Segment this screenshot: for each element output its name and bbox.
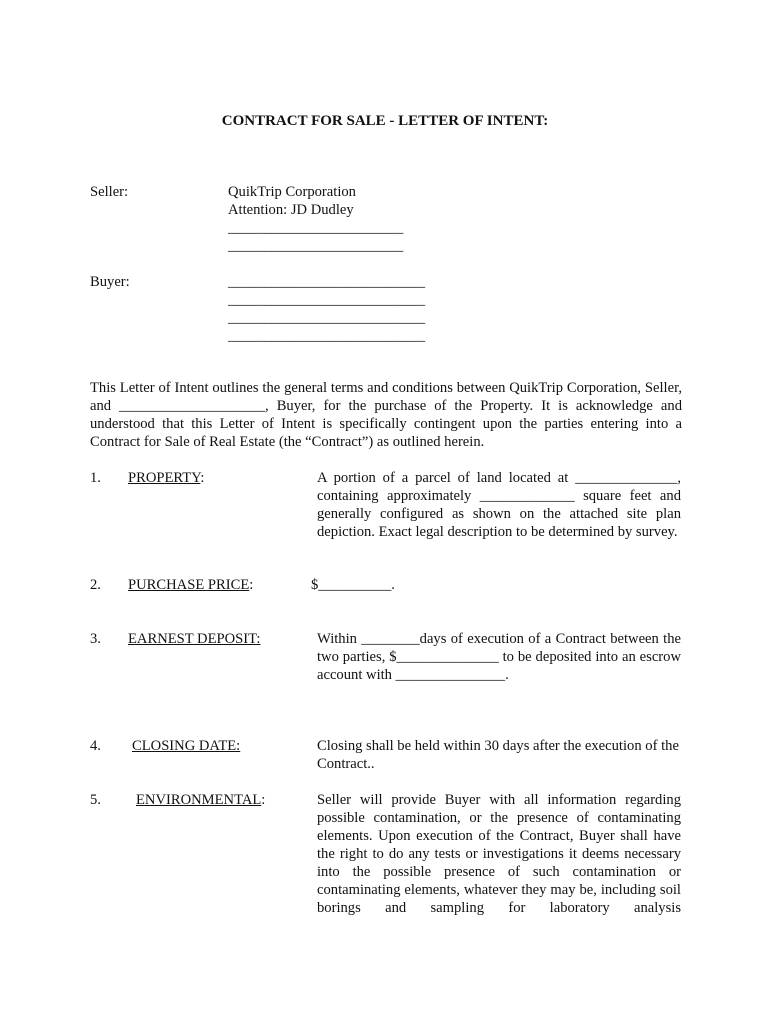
section-3-heading xyxy=(128,630,260,648)
section-1-number: 1. xyxy=(90,470,101,486)
buyer-blank-line-2: ___________________________ xyxy=(228,292,426,308)
buyer-label: Buyer: xyxy=(90,274,130,290)
section-4-text: Closing shall be held within 30 days after the execution of the Contract.. xyxy=(317,738,679,772)
section-2-heading-text: PURCHASE PRICE xyxy=(128,577,250,593)
section-5-heading xyxy=(136,791,265,809)
section-4-heading xyxy=(132,737,240,755)
section-4-heading-text: CLOSING DATE: xyxy=(132,738,241,754)
section-4-number: 4. xyxy=(90,738,101,754)
buyer-blank-line-1: ___________________________ xyxy=(228,274,426,290)
document-title: CONTRACT FOR SALE - LETTER OF INTENT: xyxy=(221,113,549,129)
seller-line-2: Attention: JD Dudley xyxy=(228,202,354,218)
seller-label: Seller: xyxy=(90,184,129,200)
section-5-text: Seller will provide Buyer with all information regarding possible contamination, or the presence of contaminating elements. Upon execution of the Contract, Buyer shall have the right to do any tests or investigations it deems necessary into the possible presence of such contamination or contaminating elements, whatever they may be, including soil borings and sampling for laboratory analysis xyxy=(317,792,681,916)
section-2-heading xyxy=(128,576,253,594)
section-3-number: 3. xyxy=(90,631,101,647)
seller-blank-line-2: ________________________ xyxy=(228,238,404,254)
section-1-text: A portion of a parcel of land located at ______________, containing approximately _____________ square feet and generally configured as shown on the attached site plan depiction. Exact legal description to be determined by survey. xyxy=(317,470,681,540)
section-1-heading xyxy=(128,469,204,487)
section-2-heading-colon: : xyxy=(249,577,254,593)
intro-paragraph: This Letter of Intent outlines the general terms and conditions between QuikTrip Corporation, Seller, and ____________________, Buyer, for the purchase of the Property. It is acknowledge and understood that this Letter of Intent is specifically contingent upon the parties entering into a Contract for Sale of Real Estate (the “Contract”) as outlined herein. xyxy=(90,380,682,450)
seller-blank-line-1: ________________________ xyxy=(228,220,404,236)
section-2-number: 2. xyxy=(90,577,101,593)
section-1-heading-text: PROPERTY xyxy=(128,470,201,486)
section-3-text: Within ________days of execution of a Contract between the two parties, $______________ to be deposited into an escrow account with _______________. xyxy=(317,631,681,683)
section-5-heading-colon: : xyxy=(261,792,266,808)
buyer-blank-line-4: ___________________________ xyxy=(228,328,426,344)
section-1-heading-colon: : xyxy=(200,470,205,486)
section-2-text: $__________. xyxy=(311,577,395,593)
section-3-heading-text: EARNEST DEPOSIT: xyxy=(128,631,261,647)
seller-line-1: QuikTrip Corporation xyxy=(228,184,356,200)
buyer-blank-line-3: ___________________________ xyxy=(228,310,426,326)
section-5-number: 5. xyxy=(90,792,101,808)
section-5-heading-text: ENVIRONMENTAL xyxy=(136,792,262,808)
